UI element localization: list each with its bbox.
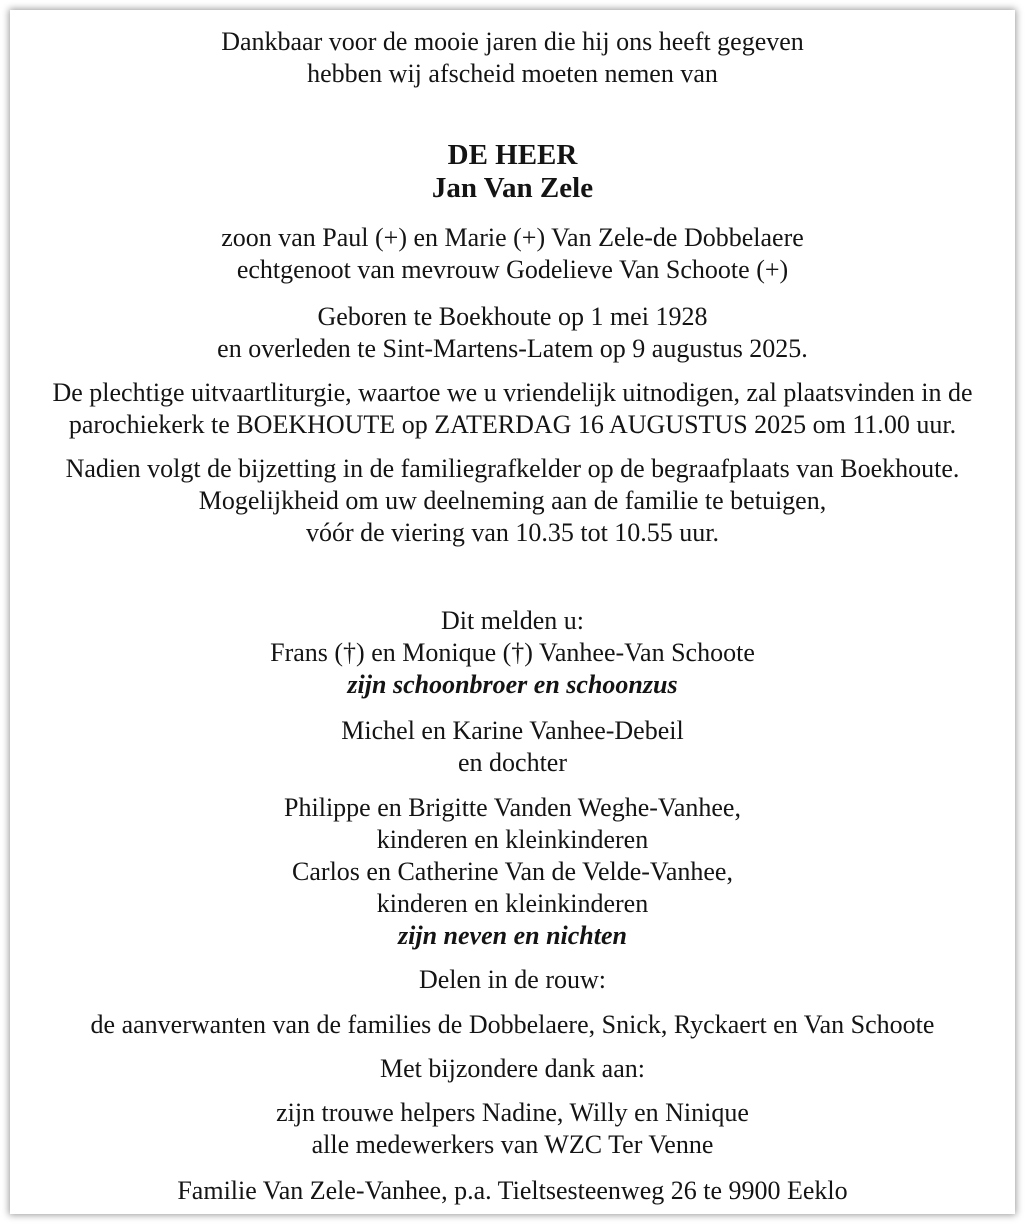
burial-line-2: Mogelijkheid om uw deelneming aan de familie te betuigen, bbox=[198, 486, 827, 515]
service-line-2: parochiekerk te BOEKHOUTE op ZATERDAG 16 AUGUSTUS 2025 om 11.00 uur. bbox=[68, 410, 957, 439]
announcer-3-line-1: Philippe en Brigitte Vanden Weghe-Vanhee, bbox=[284, 793, 741, 822]
thanks-line-1: zijn trouwe helpers Nadine, Willy en Ninique bbox=[276, 1098, 749, 1127]
thanks-header: Met bijzondere dank aan: bbox=[380, 1054, 645, 1083]
mourning-header: Delen in de rouw: bbox=[418, 965, 606, 994]
announcer-3-line-3: Carlos en Catherine Van de Velde-Vanhee, bbox=[292, 857, 733, 886]
dates-paragraph bbox=[28, 301, 997, 365]
intro-line-1: Dankbaar voor de mooie jaren die hij ons heeft gegeven bbox=[221, 27, 804, 56]
intro-line-2: hebben wij afscheid moeten nemen van bbox=[307, 59, 718, 88]
announcer-1-relation: zijn schoonbroer en schoonzus bbox=[347, 670, 678, 699]
announcers-group-2 bbox=[28, 715, 997, 779]
announcer-1-names: Frans (†) en Monique (†) Vanhee-Van Schoote bbox=[270, 638, 755, 667]
service-paragraph bbox=[28, 377, 997, 441]
contact-line: Familie Van Zele-Vanhee, p.a. Tieltsesteenweg 26 te 9900 Eeklo bbox=[177, 1176, 848, 1205]
announcer-3-line-2: kinderen en kleinkinderen bbox=[376, 825, 649, 854]
thanks-line-2: alle medewerkers van WZC Ter Venne bbox=[311, 1130, 714, 1159]
lineage-parents: zoon van Paul (+) en Marie (+) Van Zele-de Dobbelaere bbox=[221, 223, 804, 252]
announcer-3-line-4: kinderen en kleinkinderen bbox=[376, 889, 649, 918]
announcer-2-names: Michel en Karine Vanhee-Debeil bbox=[341, 716, 684, 745]
contact-paragraph bbox=[28, 1175, 997, 1207]
announcers-header: Dit melden u: bbox=[441, 606, 584, 635]
lineage-spouse: echtgenoot van mevrouw Godelieve Van Schoote (+) bbox=[236, 255, 789, 284]
burial-paragraph bbox=[28, 453, 997, 549]
intro-paragraph bbox=[28, 26, 997, 90]
deceased-name: Jan Van Zele bbox=[431, 172, 594, 204]
birth-line: Geboren te Boekhoute op 1 mei 1928 bbox=[317, 302, 708, 331]
announcement-content bbox=[10, 10, 1015, 1207]
announcer-2-sub: en dochter bbox=[457, 748, 567, 777]
lineage-paragraph bbox=[28, 222, 997, 286]
thanks-header-paragraph bbox=[28, 1053, 997, 1085]
announcers-group-1 bbox=[28, 605, 997, 701]
announcer-3-relation: zijn neven en nichten bbox=[398, 921, 627, 950]
service-line-1: De plechtige uitvaartliturgie, waartoe we u vriendelijk uitnodigen, zal plaatsvinden in de bbox=[52, 378, 973, 407]
burial-line-1: Nadien volgt de bijzetting in de familiegrafkelder op de begraafplaats van Boekhoute. bbox=[65, 454, 960, 483]
mourning-line: de aanverwanten van de families de Dobbelaere, Snick, Ryckaert en Van Schoote bbox=[90, 1010, 935, 1039]
honorific: DE HEER bbox=[447, 139, 578, 171]
thanks-paragraph bbox=[28, 1097, 997, 1161]
burial-line-3: vóór de viering van 10.35 tot 10.55 uur. bbox=[305, 518, 720, 547]
death-line: en overleden te Sint-Martens-Latem op 9 augustus 2025. bbox=[217, 334, 808, 363]
announcers-group-3 bbox=[28, 792, 997, 952]
mourning-paragraph bbox=[28, 1009, 997, 1041]
funeral-announcement-page bbox=[10, 10, 1015, 1214]
title-block bbox=[28, 139, 997, 205]
mourning-header-paragraph bbox=[28, 964, 997, 996]
